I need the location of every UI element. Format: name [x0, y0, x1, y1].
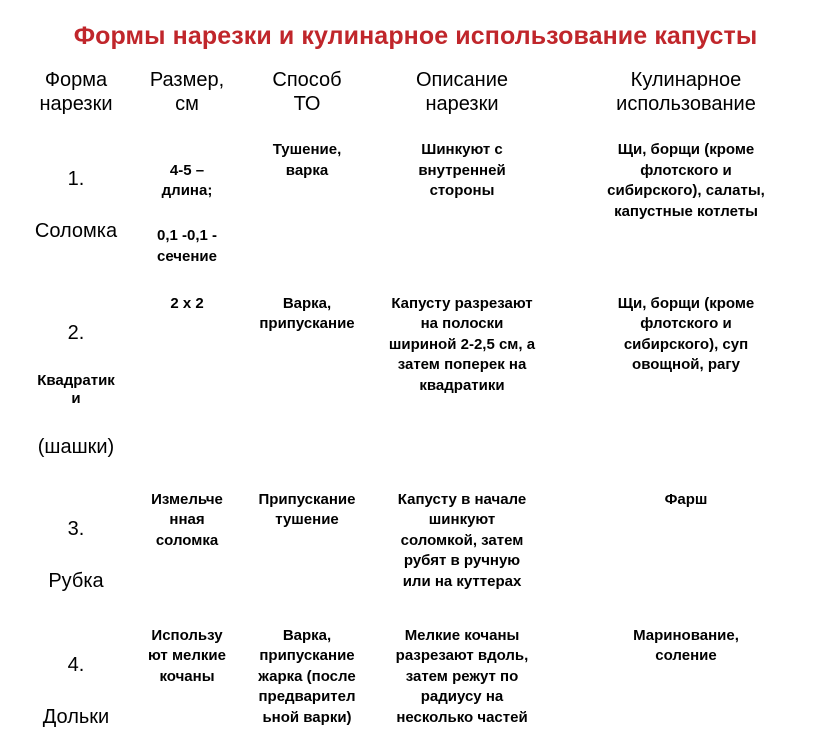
cut-form-cell [20, 620, 132, 756]
size-length: 4-5 – длина; [161, 161, 213, 199]
size-cell: Измельче нная соломка [151, 490, 223, 549]
header-culinary-use: Кулинарное использование [616, 69, 756, 115]
header-heat-method: Способ ТО [272, 69, 342, 115]
cut-form-cell [20, 288, 132, 486]
table-row [20, 486, 820, 620]
table-row [20, 288, 820, 486]
heat-method-cell: Тушение, варка [272, 141, 342, 179]
table-header-row [20, 64, 820, 134]
description-cell: Капусту разрезают на полоски шириной 2-2,5 см, а затем поперек на квадратики [388, 294, 536, 394]
header-size: Размер, см [149, 69, 225, 115]
cut-form-name: Рубка [48, 569, 104, 592]
heat-method-cell: Варка, припускание [259, 294, 355, 332]
size-section: 0,1 -0,1 - сечение [156, 227, 218, 265]
table-row [20, 134, 820, 288]
cabbage-cutting-table [20, 64, 820, 756]
heat-method-cell: Варка, припускание жарка (после предварител ьной варки) [258, 626, 356, 726]
usage-cell: Маринование, соление [633, 626, 739, 664]
usage-cell: Щи, борщи (кроме флотского и сибирского), суп овощной, рагу [617, 294, 755, 373]
description-cell: Капусту в начале шинкуют соломкой, затем рубят в ручную или на куттерах [397, 490, 527, 590]
header-cut-description: Описание нарезки [415, 69, 509, 115]
cut-form-name: Дольки [42, 705, 110, 728]
size-cell: 2 х 2 [170, 294, 204, 312]
description-cell: Шинкуют с внутренней стороны [418, 141, 506, 199]
size-cell [132, 134, 242, 288]
size-cell: Использу ют мелкие кочаны [148, 626, 226, 685]
description-cell: Мелкие кочаны разрезают вдоль, затем режут по радиусу на несколько частей [395, 626, 529, 726]
cut-form-name-alt: (шашки) [37, 435, 115, 458]
cut-form-number: 1. [67, 168, 85, 190]
cut-form-number: 3. [67, 517, 85, 540]
table-row [20, 620, 820, 756]
cut-form-number: 2. [67, 321, 85, 344]
usage-cell: Щи, борщи (кроме флотского и сибирского), салаты, капустные котлеты [607, 141, 765, 220]
cut-form-name: Квадратик и [37, 371, 115, 407]
page-title: Формы нарезки и кулинарное использование капусты [73, 22, 758, 50]
cut-form-cell [20, 134, 132, 288]
heat-method-cell: Припускание тушение [258, 490, 356, 528]
cut-form-number: 4. [67, 653, 85, 676]
cut-form-name: Соломка [34, 220, 118, 242]
cut-form-cell [20, 486, 132, 620]
header-cut-form: Форма нарезки [39, 69, 113, 115]
usage-cell: Фарш [664, 490, 708, 508]
